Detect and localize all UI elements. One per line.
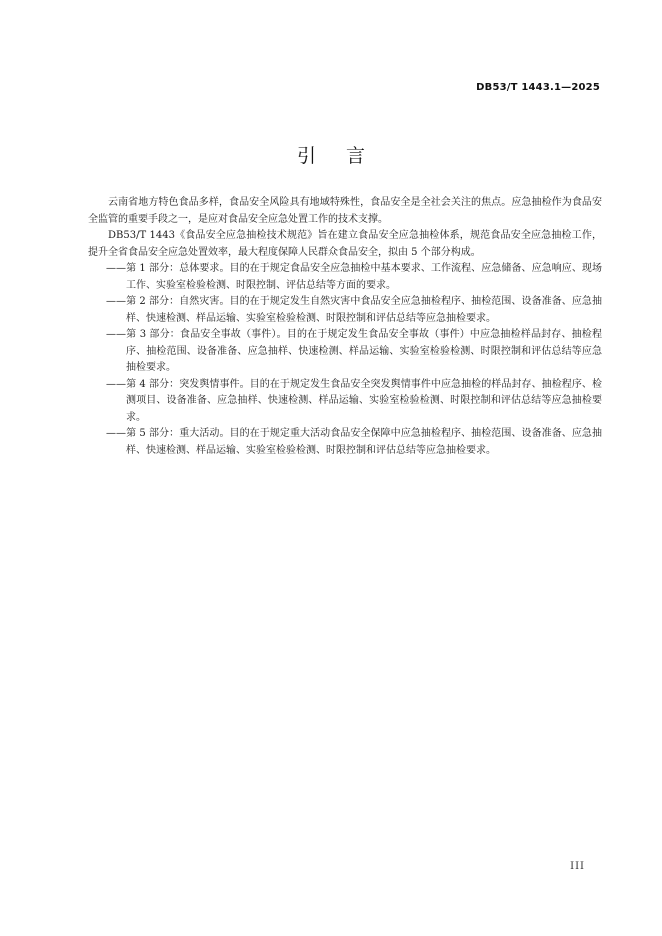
part-list-item: ——第 2 部分：自然灾害。目的在于规定发生自然灾害中食品安全应急抽检程序、抽检范围、设备准备、应急抽样、快速检测、样品运输、实验室检验检测、时限控制和评估总结等应急抽检要求。 [106,296,602,324]
part-list-item: ——第 5 部分：重大活动。目的在于规定重大活动食品安全保障中应急抽检程序、抽检范围、设备准备、应急抽样、快速检测、样品运输、实验室检验检测、时限控制和评估总结等应急抽检要求。 [106,428,602,456]
part-list-item: ——第 4 部分：突发舆情事件。目的在于规定发生食品安全突发舆情事件中应急抽检的样品封存、抽检程序、检测项目、设备准备、应急抽样、快速检测、样品运输、实验室检验检测、时限控制和评估总结等应急抽检要求。 [106,378,602,423]
part-list-item: ——第 1 部分：总体要求。目的在于规定食品安全应急抽检中基本要求、工作流程、应急储备、应急响应、现场工作、实验室检验检测、时限控制、评估总结等方面的要求。 [106,263,602,291]
page-title: 引言 [296,145,395,167]
intro-paragraph: 云南省地方特色食品多样，食品安全风险具有地域特殊性，食品安全是全社会关注的焦点。应急抽检作为食品安全监管的重要手段之一，是应对食品安全应急处置工作的技术支撑。 [88,197,602,225]
document-code: DB53/T 1443.1—2025 [476,82,600,93]
intro-paragraph: DB53/T 1443《食品安全应急抽检技术规范》旨在建立食品安全应急抽检体系，规范食品安全应急抽检工作，提升全省食品安全应急处置效率，最大程度保障人民群众食品安全，拟由 5 个部分构成。 [88,230,602,258]
document-body [88,195,602,459]
part-list-item: ——第 3 部分：食品安全事故（事件）。目的在于规定发生食品安全事故（事件）中应急抽检样品封存、抽检程序、抽检范围、设备准备、应急抽样、快速检测、样品运输、实验室检验检测、时限控制和评估总结等应急抽检要求。 [106,329,602,373]
page-number: III [570,861,585,872]
